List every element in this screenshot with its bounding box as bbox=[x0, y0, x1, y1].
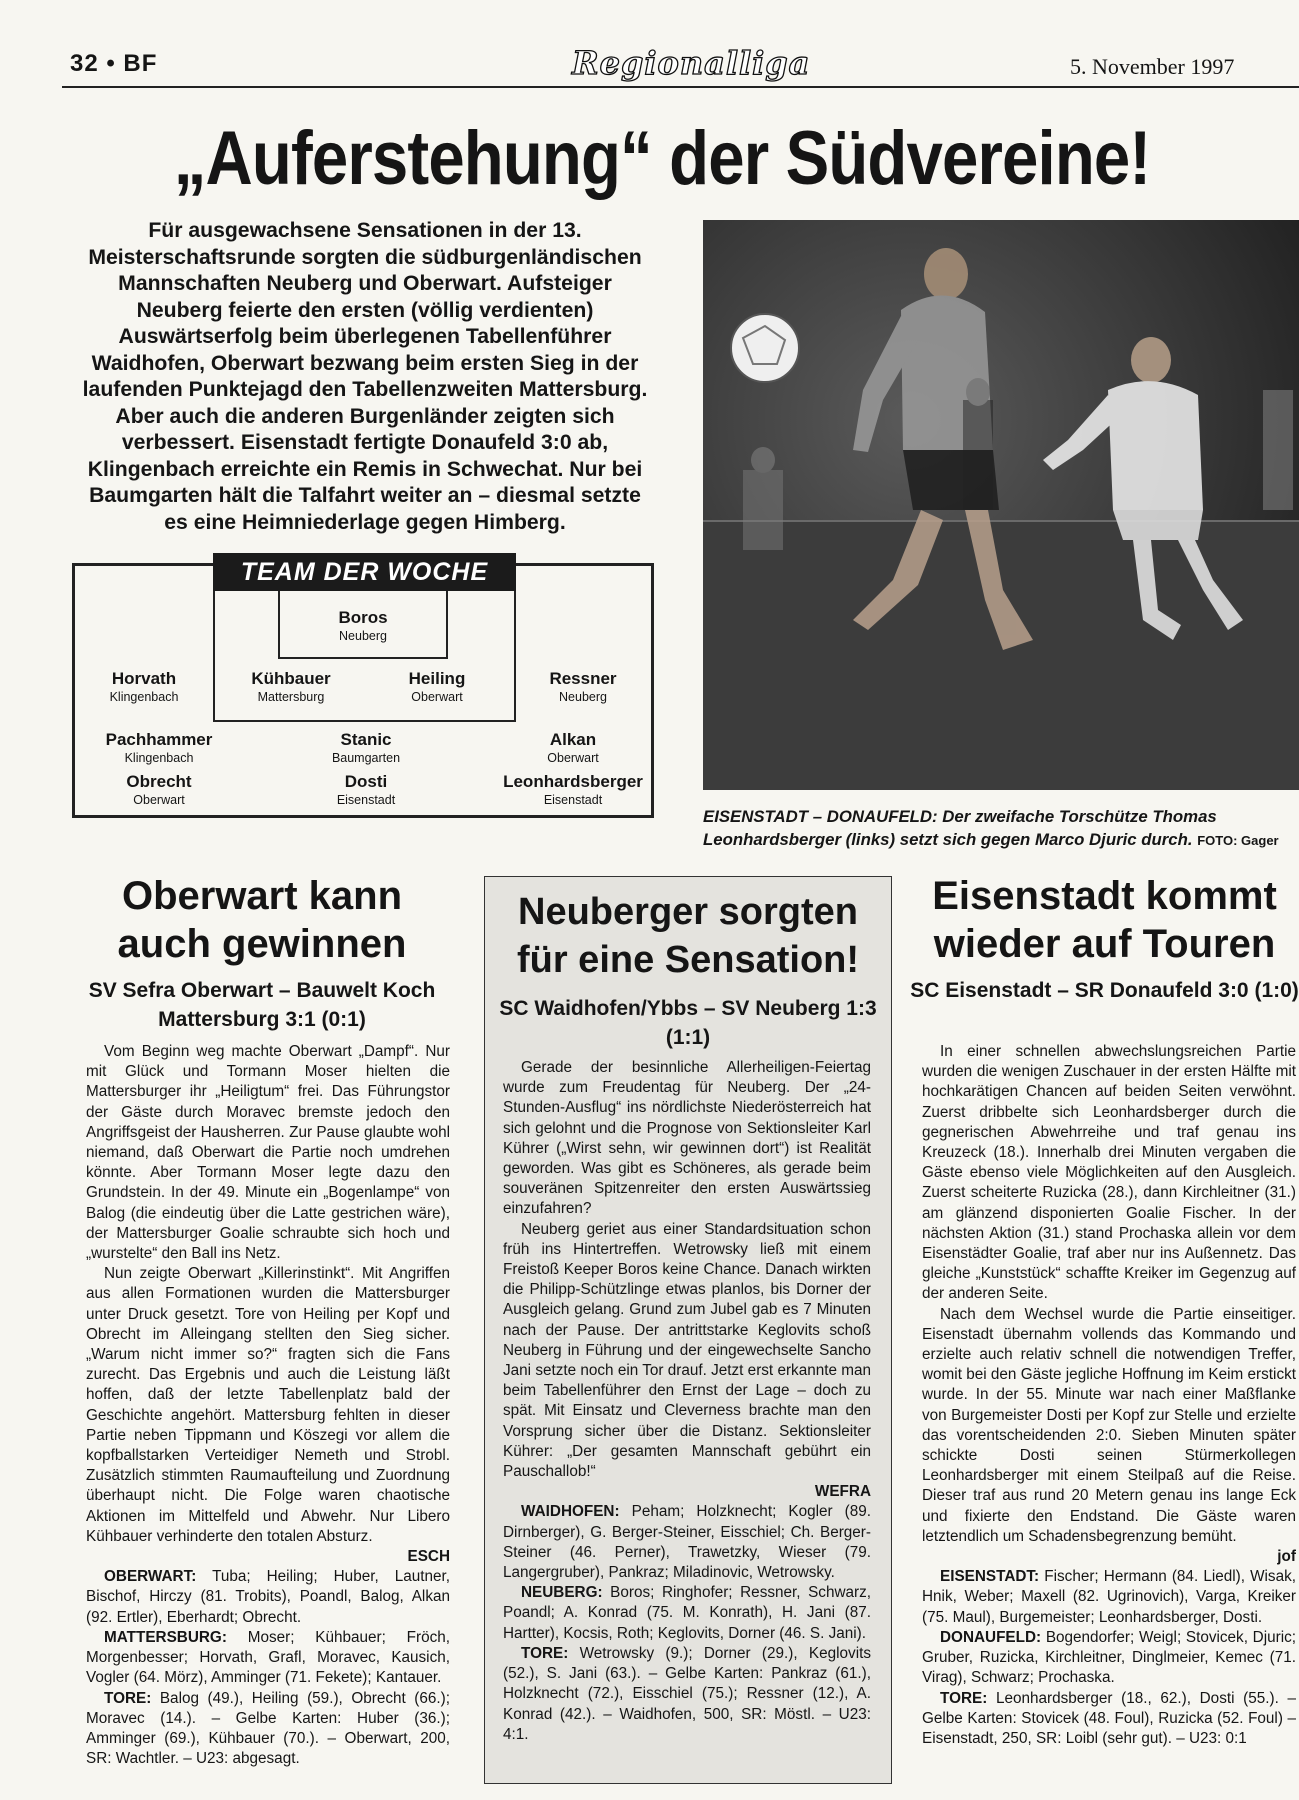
article-match-result: SC Eisenstadt – SR Donaufeld 3:0 (1:0) bbox=[910, 979, 1299, 1002]
article-match-result: SC Waidhofen/Ybbs – SV Neuberg 1:3 (1:1) bbox=[499, 997, 877, 1049]
article-headline: Oberwart kann auch gewinnen bbox=[117, 874, 407, 966]
article-lineup: MATTERSBURG: Moser; Kühbauer; Fröch, Morgenbesser; Horvath, Grafl, Moravec, Kausich, Vogler (64. Mörz), Amminger (71. Fekete); Kantauer. bbox=[86, 1628, 450, 1687]
article-headline: Eisenstadt kommt wieder auf Touren bbox=[932, 874, 1277, 966]
header-rule bbox=[62, 86, 1299, 88]
player-club: Eisenstadt bbox=[543, 793, 603, 807]
article-lineup: TORE: Balog (49.), Heiling (59.), Obrecht (66.); Moravec (14.). – Gelbe Karten: Huber (36.); Amminger (69.), Kühbauer (70.). – Oberwart, 200, SR: Wachtler. – U23: abgesagt. bbox=[86, 1689, 450, 1768]
team-player bbox=[273, 608, 453, 644]
player-club: Klingenbach bbox=[109, 690, 179, 704]
section-title: Regionalliga bbox=[572, 44, 811, 82]
player-name: Ressner bbox=[549, 669, 617, 688]
player-name: Obrecht bbox=[126, 772, 192, 791]
article-lineup: OBERWART: Tuba; Heiling; Huber, Lautner, Bischof, Hirczy (81. Trobits), Poandl, Balog, Alkan (92. Ertler), Eberhardt; Obrecht. bbox=[86, 1568, 450, 1626]
player-name: Alkan bbox=[549, 730, 597, 749]
player-name: Horvath bbox=[111, 669, 177, 688]
player-name: Stanic bbox=[340, 730, 392, 749]
article-lineup: DONAUFELD: Bogendorfer; Weigl; Stovicek, Djuric; Gruber, Ruzicka, Kirchleitner, Dinglmeier, Kemec (71. Virag), Schwarz; Prochaska. bbox=[922, 1628, 1296, 1687]
article-lineup: EISENSTADT: Fischer; Hermann (84. Liedl), Wisak, Hnik, Weber; Maxell (82. Ugrinovich), Varga, Kreiker (75. Maul), Burgemeister; Leonhardsberger, Dosti. bbox=[922, 1568, 1296, 1626]
player-name: Pachhammer bbox=[105, 730, 213, 749]
article-oberwart-body bbox=[86, 1042, 450, 1769]
article-neuberg-header bbox=[494, 888, 882, 1052]
article-paragraph: Gerade der besinnliche Allerheiligen-Feiertag wurde zum Freudentag für Neuberg. Der „24-Stunden-Ausflug“ ins nördlichste Niederösterreich hat sich gelohnt und die Prognose von Sektionsleiter Karl Kührer („Wirst sehn, wir gewinnen dort“) ist Realität geworden. Was gibt es Schöneres, als gerade beim souveränen Spitzenreiter den ersten Auswärtssieg einzufahren? bbox=[503, 1059, 871, 1218]
team-player bbox=[483, 772, 663, 808]
player-name: Boros bbox=[338, 608, 388, 627]
player-club: Oberwart bbox=[411, 690, 463, 704]
player-club: Neuberg bbox=[339, 629, 387, 643]
team-player bbox=[483, 730, 663, 766]
team-player bbox=[276, 772, 456, 808]
player-club: Mattersburg bbox=[257, 690, 325, 704]
team-player bbox=[69, 730, 249, 766]
player-club: Oberwart bbox=[547, 751, 599, 765]
player-club: Baumgarten bbox=[331, 751, 401, 765]
article-lineup: NEUBERG: Boros; Ringhofer; Ressner, Schwarz, Poandl; A. Konrad (75. M. Konrath), H. Jani (87. Hartter), Kocsis, Roth; Keglovits, Dorner (46. S. Jani). bbox=[503, 1584, 871, 1642]
player-name: Kühbauer bbox=[251, 669, 331, 688]
article-author: jof bbox=[1277, 1548, 1296, 1566]
player-name: Leonhardsberger bbox=[503, 772, 643, 791]
article-paragraph: Vom Beginn weg machte Oberwart „Dampf“. Nur mit Glück und Tormann Moser hielten die Mattersburger ihr „Heiligtum“ frei. Das Führungstor der Gäste durch Moravec bremste jedoch den Angriffsgeist der Hausherren. Zur Pause glaubte wohl niemand, daß Oberwart die Partie noch umdrehen könnte. Aber Tormann Moser legte dazu den Grundstein. In der 49. Minute ein „Bogenlampe“ von Balog (die eindeutig über die Latte gestrichen wäre), der Mattersburger Goalie schraubte sich hoch und „wurstelte“ den Ball ins Netz. bbox=[86, 1043, 450, 1263]
team-of-week-title: TEAM DER WOCHE bbox=[213, 553, 516, 591]
article-neuberg-body bbox=[503, 1058, 871, 1745]
player-club: Klingenbach bbox=[124, 751, 194, 765]
player-club: Eisenstadt bbox=[336, 793, 396, 807]
article-paragraph: Nach dem Wechsel wurde die Partie einseitiger. Eisenstadt übernahm vollends das Kommando und erzielte auch relativ schnell die notwendigen Treffer, womit bei den Gäste jegliche Hoffnung im Keim erstickt wurde. In der 55. Minute war nach einer Maßflanke von Burgemeister Dosti per Kopf zur Stelle und erzielte das vorentscheidenden 2:0. Sieben Minuten später schickte Dosti seinen Stürmerkollegen Leonhardsberger mit einem Steilpaß auf die Reise. Dieser traf aus rund 20 Metern genau ins lange Eck und fixierte den Endstand. Die Gäste waren letztendlich um Schadensbegrenzung bemüht. bbox=[922, 1305, 1296, 1545]
team-player bbox=[276, 730, 456, 766]
article-match-result: SV Sefra Oberwart – Bauwelt Koch Mattersburg 3:1 (0:1) bbox=[88, 979, 436, 1031]
player-club: Oberwart bbox=[133, 793, 185, 807]
article-paragraph: Neuberg geriet aus einer Standardsituation schon früh ins Hintertreffen. Wetrowsky ließ mit einem Freistoß Keeper Boros keine Chance. Danach wirkten die Philipp-Schützlinge etwas planlos, bis Dorner der Ausgleich gelang. Grund zum Jubel gab es 7 Minuten nach der Pause. Der antrittstarke Keglovits schoß Neuberg in Führung und der eingewechselte Sancho Jani setzte noch ein Tor drauf. Jetzt erst erkannte man beim Tabellenführer den Ernst der Lage – doch zu spät. Mit Einsatz und Cleverness brachte man den Vorsprung sicher über die Distanz. Sektionsleiter Kührer: „Der gesamten Mannschaft gebührt ein Pauschallob!“ bbox=[503, 1220, 871, 1481]
photo-credit: FOTO: Gager bbox=[1197, 833, 1279, 848]
article-eisenstadt-body bbox=[922, 1042, 1296, 1749]
article-paragraph: Nun zeigte Oberwart „Killerinstinkt“. Mit Angriffen aus allen Formationen wurden die Mattersburger unter Druck gesetzt. Tore von Heiling per Kopf und Obrecht im Alleingang stellten den Sieg sicher. „Warum nicht immer so?“ fragten sich die Fans zurecht. Das Ergebnis und auch die Leistung läßt hoffen, daß der letzte Tabellenplatz bald der Geschichte angehört. Mattersburg fehlten in dieser Partie neben Tippmann und Köszegi vor allem die kopfballstarken Verteidiger Nemeth und Strobl. Zusätzlich stimmten Raumaufteilung und Zuordnung überhaupt nicht. Die Folge waren chaotische Aktionen im Mittelfeld und Abwehr. Nur Libero Kühbauer verhinderte den totalen Absturz. bbox=[86, 1265, 450, 1545]
article-eisenstadt-header bbox=[910, 872, 1299, 1005]
article-lineup: TORE: Wetrowsky (9.); Dorner (29.), Keglovits (52.), S. Jani (63.). – Gelbe Karten: Pankraz (61.), Holzknecht (72.), Eisschiel (75.); Ressner (12.), A. Konrad (42.). – Waidhofen, 500, SR: Möstl. – U23: 4:1. bbox=[503, 1644, 871, 1743]
article-paragraph: In einer schnellen abwechslungsreichen Partie wurden die wenigen Zuschauer in der ersten Hälfte mit hochkarätigen Chancen auf beiden Seiten verwöhnt. Zuerst dribbelte sich Leonhardsberger durch die gegnerischen Abwehrreihe und traf genau ins Kreuzeck (18.). Innerhalb drei Minuten vergaben die Gäste ebenso viele Möglichkeiten auf den Ausgleich. Zuerst scheiterte Ruzicka (28.), dann Kirchleitner (31.) am glänzend disponierten Goalie Fischer. In der nächsten Aktion (31.) stand Prochaska allein vor dem Eisenstädter Goalie, traf aber nur ins Außennetz. Das gleiche „Kunststück“ schaffte Kreiker im Gegenzug auf der anderen Seite. bbox=[922, 1043, 1296, 1303]
team-player bbox=[493, 669, 673, 705]
article-oberwart-header bbox=[72, 872, 452, 1034]
article-author: ESCH bbox=[407, 1548, 450, 1566]
match-photo-illustration bbox=[703, 220, 1299, 790]
page-number: 32 • BF bbox=[70, 50, 158, 77]
match-photo bbox=[703, 220, 1299, 790]
photo-caption bbox=[703, 805, 1299, 852]
article-author: WEFRA bbox=[814, 1483, 871, 1501]
player-name: Dosti bbox=[344, 772, 388, 791]
player-name: Heiling bbox=[408, 669, 466, 688]
team-player bbox=[69, 772, 249, 808]
article-headline: Neuberger sorgten für eine Sensation! bbox=[516, 891, 860, 981]
lead-paragraph: Für ausgewachsene Sensationen in der 13. Meisterschaftsrunde sorgten die südburgenländischen Mannschaften Neuberg und Oberwart. Aufsteiger Neuberg feierte den ersten (völlig verdienten) Auswärtserfolg beim überlegenen Tabellenführer Waidhofen, Oberwart bezwang beim ersten Sieg in der laufenden Punktejagd den Tabellenzweiten Mattersburg. Aber auch die anderen Burgenländer zeigten sich verbessert. Eisenstadt fertigte Donaufeld 3:0 ab, Klingenbach erreichte ein Remis in Schwechat. Nur bei Baumgarten hält die Talfahrt weiter an – diesmal setzte es eine Heimniederlage gegen Himberg. bbox=[82, 219, 648, 534]
issue-date: 5. November 1997 bbox=[1070, 54, 1235, 79]
main-headline: „Auferstehung“ der Südvereine! bbox=[173, 116, 1151, 201]
photo-caption-text: EISENSTADT – DONAUFELD: Der zweifache Torschütze Thomas Leonhardsberger (links) setzt sich gegen Marco Djuric durch. bbox=[703, 807, 1217, 849]
player-club: Neuberg bbox=[559, 690, 607, 704]
article-lineup: WAIDHOFEN: Peham; Holzknecht; Kogler (89. Dirnberger), G. Berger-Steiner, Eisschiel; Ch. Berger-Steiner (46. Perner), Trawetzky, Wieser (79. Langergruber), Pankraz; Miladinovic, Wetrowsky. bbox=[503, 1503, 871, 1582]
article-lineup: TORE: Leonhardsberger (18., 62.), Dosti (55.). – Gelbe Karten: Stovicek (48. Foul), Ruzicka (52. Foul) – Eisenstadt, 250, SR: Loibl (sehr gut). – U23: 0:1 bbox=[922, 1689, 1296, 1747]
